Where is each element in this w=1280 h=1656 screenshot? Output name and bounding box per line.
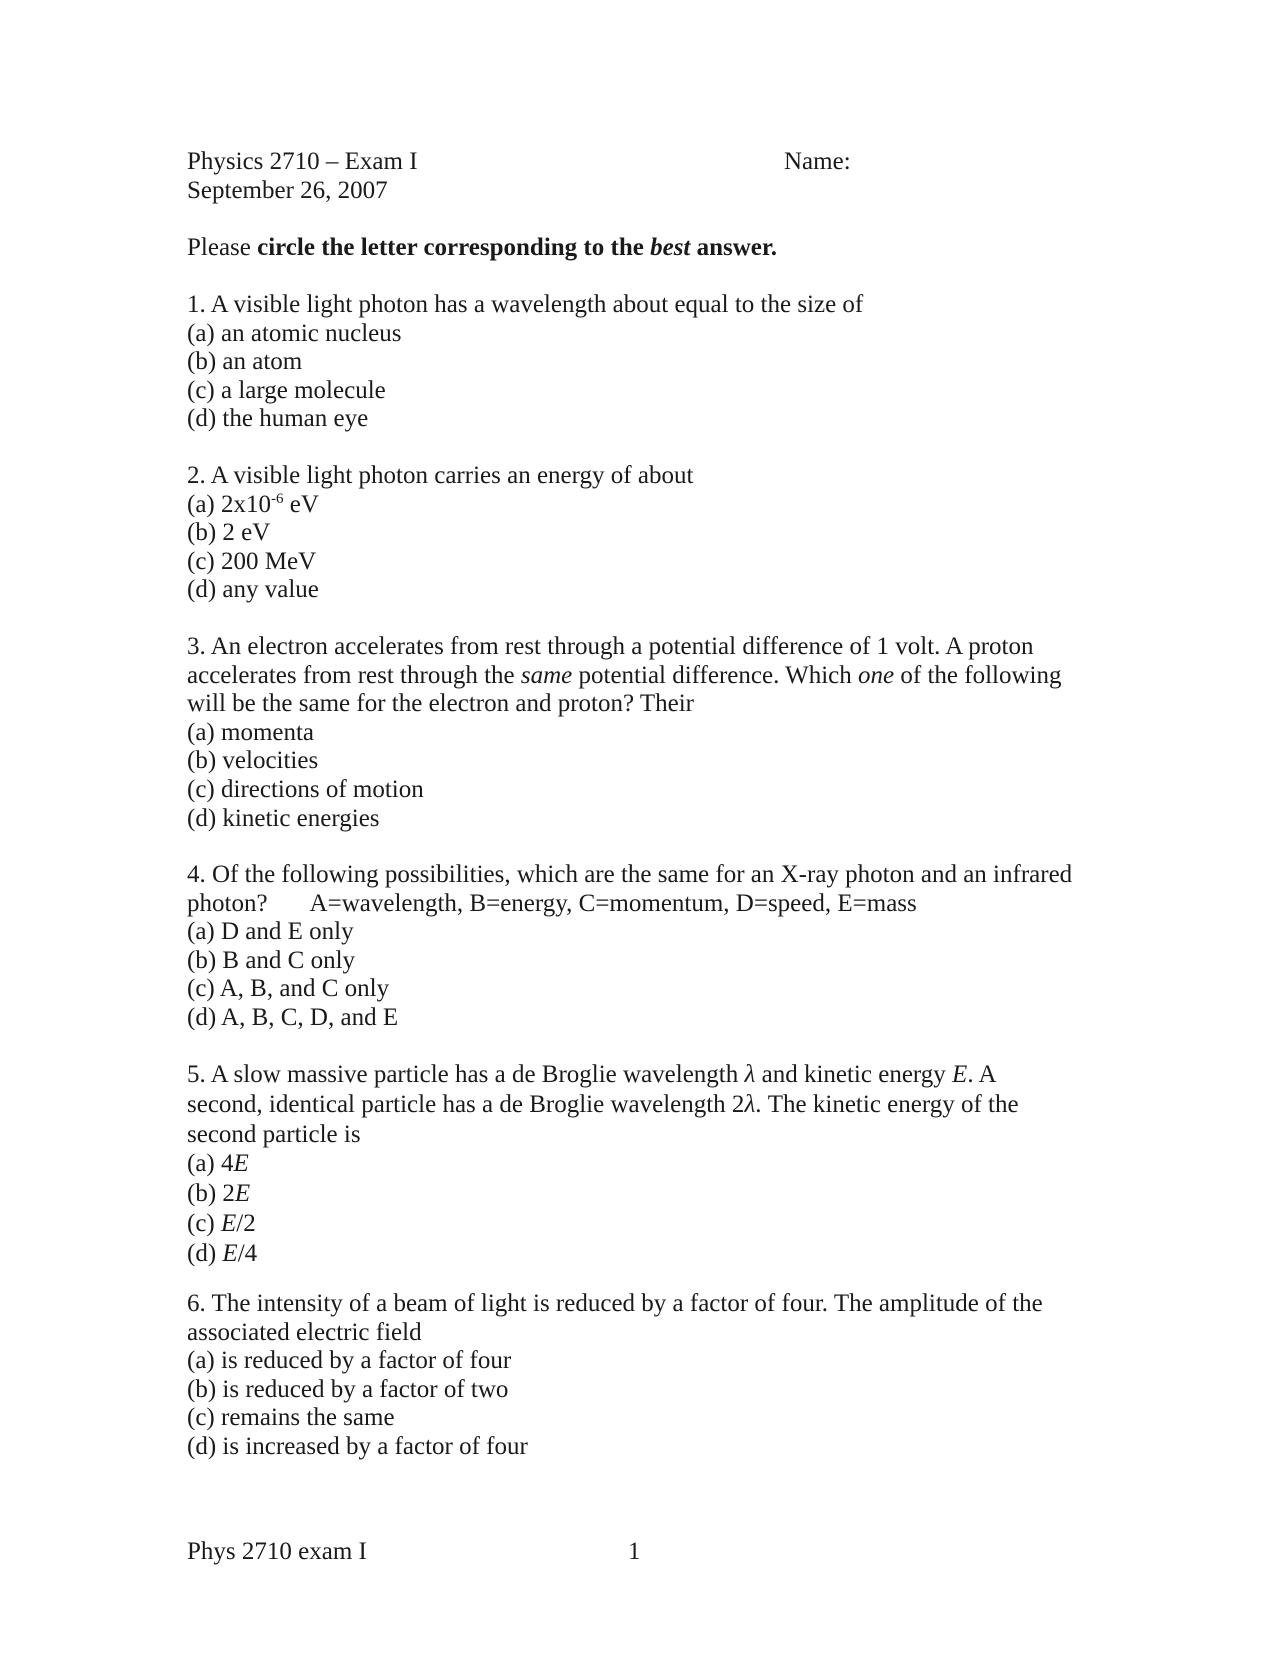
question-5-stem-line-2: second, identical particle has a de Broglie wavelength 2λ. The kinetic energy of the (187, 1090, 1019, 1118)
option-b: (b) is reduced by a factor of two (187, 1375, 509, 1403)
footer-title: Phys 2710 exam I (187, 1538, 367, 1565)
question-4-stem-line-1: 4. Of the following possibilities, which are the same for an X-ray photon and an infrared (187, 861, 1073, 888)
page-number: 1 (628, 1538, 641, 1565)
option-c: (c) directions of motion (187, 775, 424, 803)
option-b: (b) an atom (187, 348, 303, 376)
question-2 (187, 462, 1107, 605)
option-c: (c) A, B, and C only (187, 975, 390, 1003)
option-d: (d) is increased by a factor of four (187, 1432, 528, 1460)
option-a: (a) D and E only (187, 918, 354, 946)
option-d: (d) A, B, C, D, and E (187, 1003, 399, 1031)
option-c: (c) E/2 (187, 1209, 256, 1237)
option-a: (a) momenta (187, 718, 315, 746)
question-3-stem-line-2: accelerates from rest through the same potential difference. Which one of the following (187, 661, 1062, 689)
question-6-stem-line-1: 6. The intensity of a beam of light is reduced by a factor of four. The amplitude of the (187, 1290, 1043, 1317)
option-a: (a) an atomic nucleus (187, 319, 402, 347)
option-c: (c) a large molecule (187, 376, 386, 404)
question-5 (187, 1060, 1107, 1269)
course-exam-title: Physics 2710 – Exam I (187, 148, 418, 175)
option-b: (b) 2E (187, 1180, 251, 1208)
option-a: (a) 4E (187, 1150, 249, 1178)
question-4-stem-line-2: photon? A=wavelength, B=energy, C=momentum, D=speed, E=mass (187, 889, 917, 917)
option-d: (d) kinetic energies (187, 804, 380, 832)
question-5-stem-line-3: second particle is (187, 1120, 361, 1148)
exam-date: September 26, 2007 (187, 177, 388, 204)
option-d: (d) E/4 (187, 1239, 258, 1267)
question-5-stem-line-1: 5. A slow massive particle has a de Broglie wavelength λ and kinetic energy E. A (187, 1061, 997, 1088)
lambda-symbol: λ (744, 1090, 756, 1118)
question-3 (187, 633, 1107, 833)
question-1 (187, 291, 1107, 434)
energy-symbol: E (952, 1061, 968, 1088)
option-d: (d) any value (187, 576, 319, 604)
option-b: (b) velocities (187, 747, 319, 775)
option-c: (c) remains the same (187, 1404, 395, 1432)
question-2-stem: 2. A visible light photon carries an energy of about (187, 462, 694, 489)
option-a: (a) is reduced by a factor of four (187, 1347, 512, 1375)
question-1-stem: 1. A visible light photon has a wavelength about equal to the size of (187, 291, 864, 318)
question-6 (187, 1290, 1107, 1462)
question-4 (187, 861, 1107, 1033)
option-d: (d) the human eye (187, 405, 369, 433)
option-c: (c) 200 MeV (187, 547, 317, 575)
name-label: Name: (784, 148, 851, 175)
question-3-stem-line-1: 3. An electron accelerates from rest through a potential difference of 1 volt. A proton (187, 633, 1034, 660)
instructions: Please circle the letter corresponding to the best answer. (187, 234, 777, 261)
question-3-stem-line-3: will be the same for the electron and proton? Their (187, 690, 694, 718)
option-a: (a) $2x10^{-6}$ eV (187, 490, 319, 518)
lambda-symbol: λ (744, 1061, 756, 1088)
question-6-stem-line-2: associated electric field (187, 1318, 422, 1346)
option-b: (b) 2 eV (187, 519, 271, 547)
option-b: (b) B and C only (187, 946, 356, 974)
